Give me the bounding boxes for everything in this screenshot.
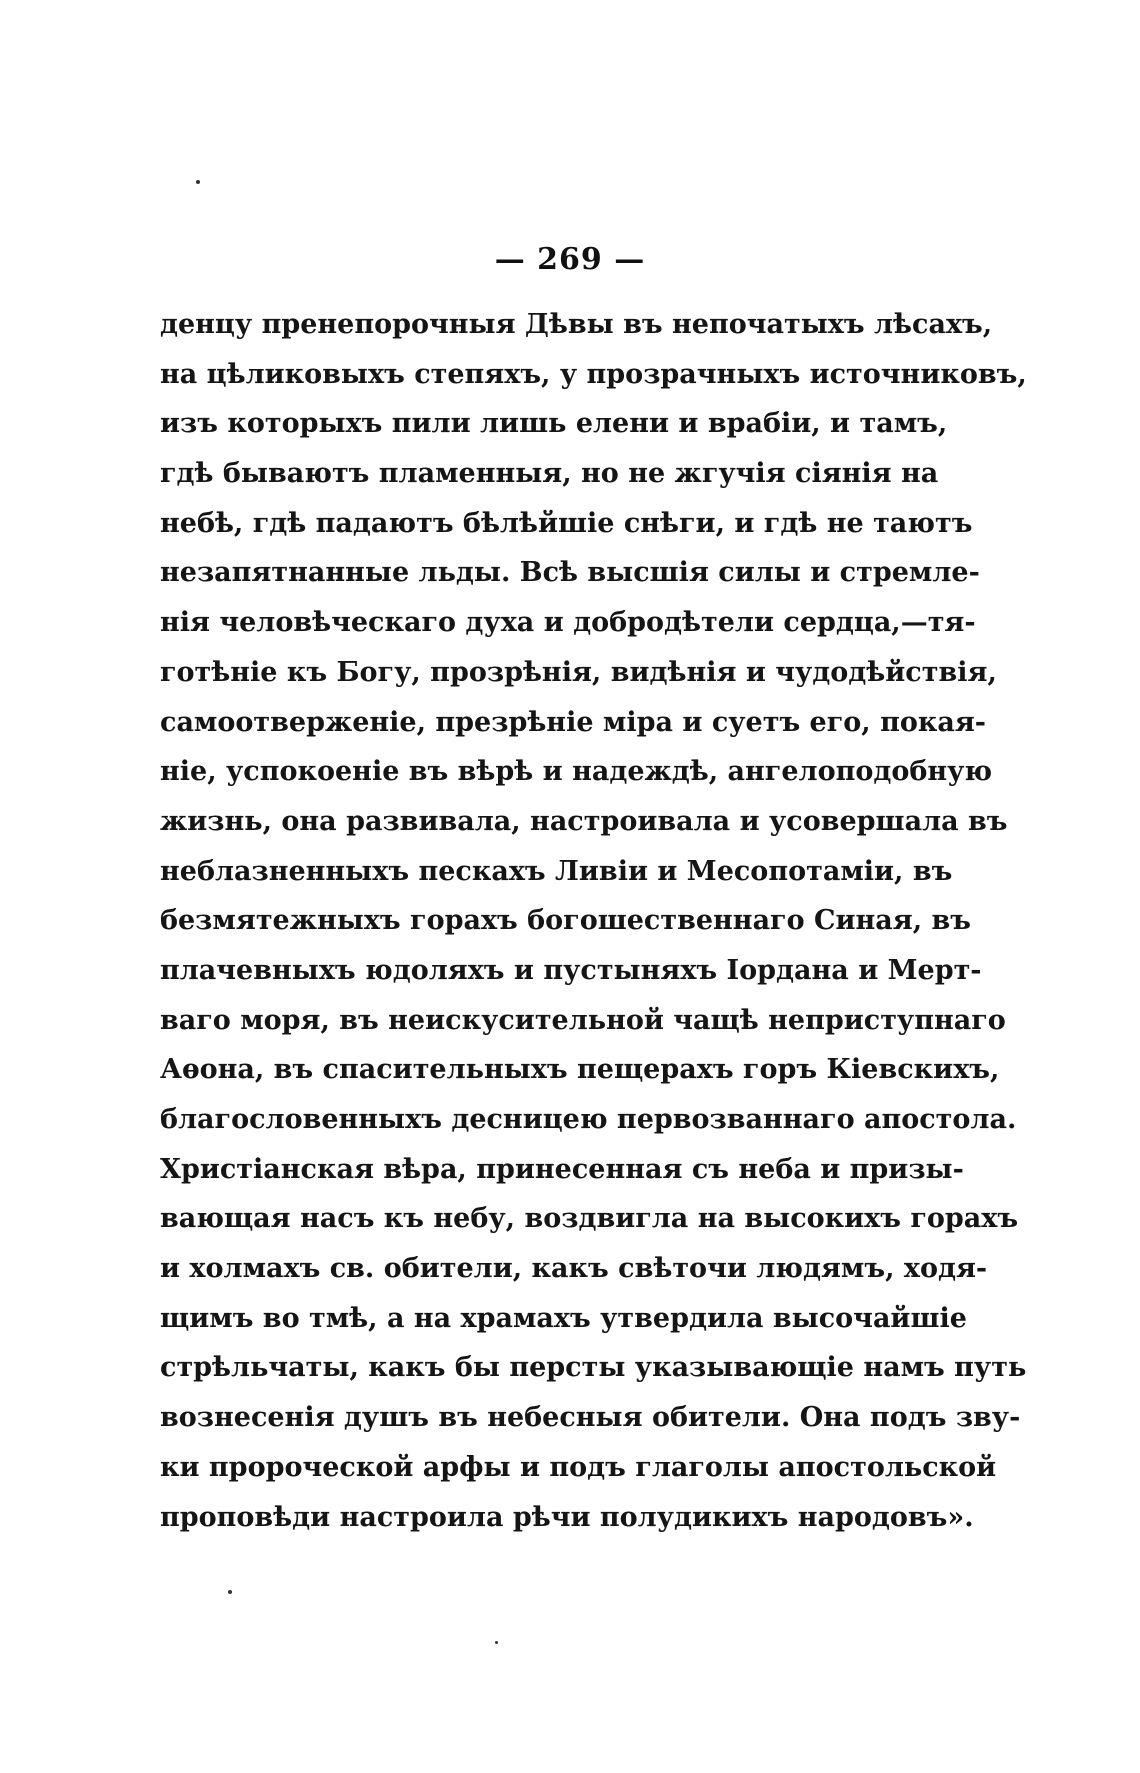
- text-line: изъ которыхъ пили лишь елени и врабіи, и тамъ,: [160, 408, 948, 440]
- text-line: плачевныхъ юдоляхъ и пустыняхъ Іордана и Мерт-: [160, 954, 982, 986]
- text-line: незапятнанные льды. Всѣ высшія силы и стремле-: [160, 557, 980, 589]
- text-line: вающая насъ къ небу, воздвигла на высокихъ горахъ: [160, 1203, 1019, 1235]
- text-line: щимъ во тмѣ, а на храмахъ утвердила высочайшіе: [160, 1302, 967, 1334]
- text-line: жизнь, она развивала, настроивала и усовершала въ: [160, 805, 1008, 837]
- scan-speck: [228, 1590, 232, 1594]
- text-line: небѣ, гдѣ падаютъ бѣлѣйшіе снѣги, и гдѣ не таютъ: [160, 507, 973, 539]
- text-line: вознесенія душъ въ небесныя обители. Она подъ зву-: [160, 1402, 1021, 1434]
- text-line: и холмахъ св. обители, какъ свѣточи людямъ, ходя-: [160, 1253, 988, 1285]
- text-line: на цѣликовыхъ степяхъ, у прозрачныхъ источниковъ,: [160, 358, 1027, 390]
- text-line: самоотверженіе, презрѣніе міра и суетъ его, покая-: [160, 706, 987, 738]
- text-line: безмятежныхъ горахъ богошественнаго Синая, въ: [160, 905, 972, 937]
- text-line: благословенныхъ десницею первозваннаго апостола.: [160, 1104, 1017, 1135]
- text-line: проповѣди настроила рѣчи полудикихъ народовъ».: [160, 1501, 974, 1533]
- text-line: Аѳона, въ спасительныхъ пещерахъ горъ Кіевскихъ,: [160, 1054, 1000, 1086]
- scan-speck: [196, 180, 200, 184]
- text-line: ки пророческой арфы и подъ глаголы апостольской: [160, 1451, 997, 1483]
- text-line: Христіанская вѣра, принесенная съ неба и призы-: [160, 1153, 964, 1185]
- scan-speck: [495, 1641, 498, 1644]
- body-text: [160, 300, 1027, 1542]
- text-line: неблазненныхъ пескахъ Ливіи и Месопотаміи, въ: [160, 855, 953, 887]
- text-line: гдѣ бываютъ пламенныя, но не жгучія сіянія на: [160, 458, 939, 490]
- text-line: денцу пренепорочныя Дѣвы въ непочатыхъ лѣсахъ,: [160, 309, 993, 340]
- text-line: ніе, успокоеніе въ вѣрѣ и надеждѣ, ангелоподобную: [160, 756, 993, 788]
- page-number: — 269 —: [494, 242, 646, 277]
- text-line: готѣніе къ Богу, прозрѣнія, видѣнія и чудодѣйствія,: [160, 656, 997, 688]
- text-line: стрѣльчаты, какъ бы персты указывающіе намъ путь: [160, 1352, 1027, 1384]
- text-line: нія человѣческаго духа и добродѣтели сердца,—тя-: [160, 607, 976, 639]
- text-line: ваго моря, въ неискусительной чащѣ неприступнаго: [160, 1004, 1006, 1036]
